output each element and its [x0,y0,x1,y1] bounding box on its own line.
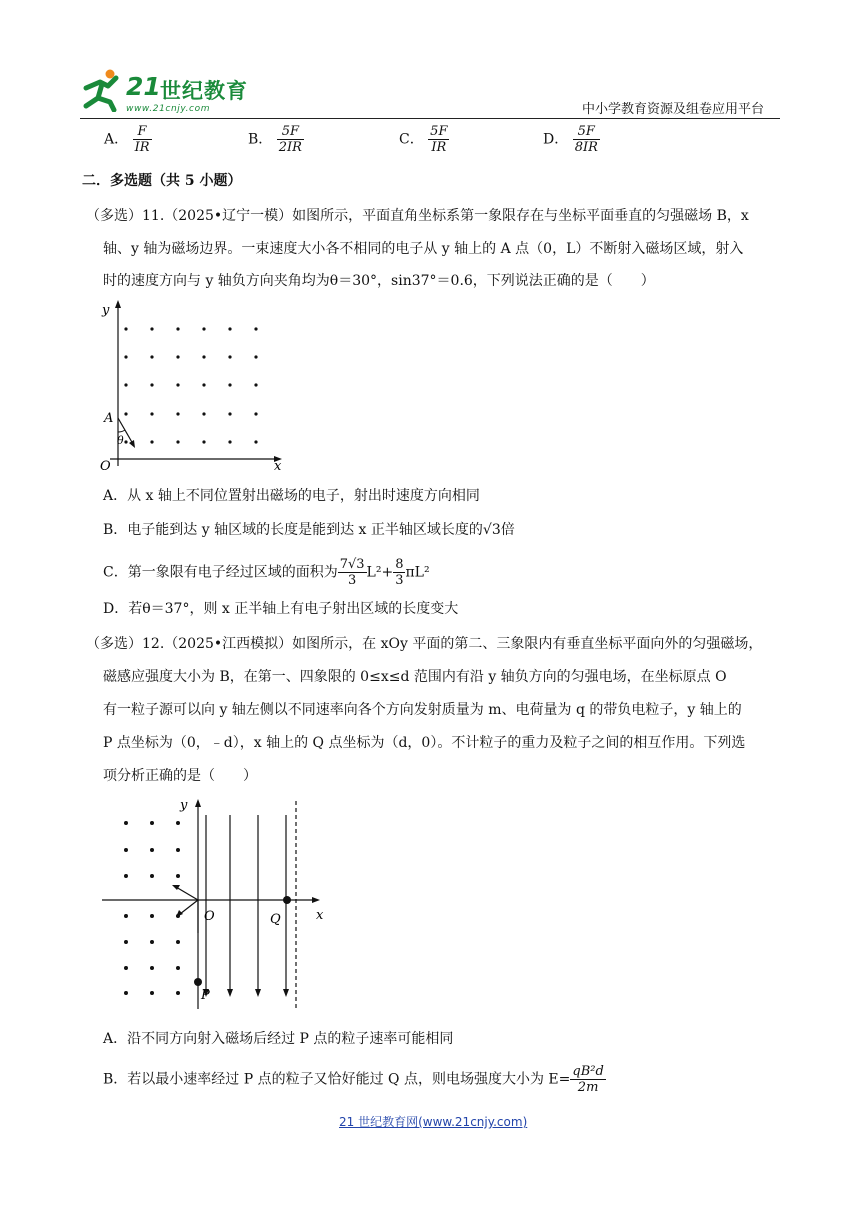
section-title: 二．多选题（共 5 小题） [82,173,242,189]
point-a-label: A [104,411,114,426]
q10-option-b [248,124,304,155]
option-fraction: $\frac{F}{IR}$ [134,124,150,155]
q11-line-3: 时的速度方向与 y 轴负方向夹角均为θ＝30°，sin37°＝0.6，下列说法正确的是（ ） [103,273,655,289]
option-fraction: $\frac{5F}{8IR}$ [574,124,598,155]
q12-line-5: 项分析正确的是（ ） [103,768,257,784]
option-label: B． [248,131,273,148]
q10-option-a [104,124,152,155]
q12-line-1: （多选）12.（2025•江西模拟）如图所示，在 xOy 平面的第二、三象限内有垂直坐标平面向外的匀强磁场， [86,636,763,652]
logo [80,66,255,116]
q11-line-2: 轴、y 轴为磁场边界。一束速度大小各不相同的电子从 y 轴上的 A 点（0，L）不断射入磁场区域，射入 [103,241,744,257]
y-label: y [102,303,110,318]
q12-line-2: 磁感应强度大小为 B，在第一、四象限的 0≤x≤d 范围内有沿 y 轴负方向的匀强电场，在坐标原点 O [103,669,727,685]
velocity-arrowhead [129,440,135,448]
q12-figure [100,795,340,1017]
option-label: C． [399,131,424,148]
y-axis-arrow [115,300,121,308]
x-label: x [316,908,324,923]
q10-option-d [543,124,600,155]
x-axis-arrow [312,897,320,903]
q11-line-1: （多选）11.（2025•辽宁一模）如图所示，平面直角坐标系第一象限存在与坐标平面垂直的匀强磁场 B，x [86,208,749,224]
point-p-label: P [201,988,210,1003]
q11-figure [98,298,294,474]
field-dots [124,327,257,443]
point-q-label: Q [270,912,281,927]
q12-line-4: P 点坐标为（0，﹣d），x 轴上的 Q 点坐标为（d，0）。不计粒子的重力及粒子之间的相互作用。下列选 [103,735,746,751]
point-q [283,896,291,904]
q12-line-3: 有一粒子源可以向 y 轴左侧以不同速率向各个方向发射质量为 m、电荷量为 q 的带负电粒子，y 轴上的 [103,702,742,718]
option-fraction: $\frac{5F}{2IR}$ [278,124,302,155]
option-fraction: $\frac{5F}{IR}$ [430,124,448,155]
x-label: x [274,459,282,474]
origin-label: O [204,909,215,924]
logo-number: 21 [126,72,161,101]
platform-name: 中小学教育资源及组卷应用平台 [582,102,765,117]
footer-link[interactable]: 21 世纪教育网(www.21cnjy.com) [339,1115,528,1129]
fraction-8-over-3: $\frac{8}{3}$ [395,557,404,588]
source-emission-arrows [172,885,198,933]
point-p [194,978,202,986]
runner-icon [80,68,124,112]
sqrt3: √3 [482,522,501,538]
logo-url: www.21cnjy.com [126,104,211,114]
theta-label: θ [117,434,124,447]
theta-arc [118,430,125,432]
q12-option-b: B．若以最小速率经过 P 点的粒子又恰好能过 Q 点，则电场强度大小为 E= $\frac{\text{qB²d}}{2m}$ [103,1064,604,1095]
q12-option-a: A．沿不同方向射入磁场后经过 P 点的粒子速率可能相同 [103,1031,454,1047]
electric-field-lines [206,815,286,991]
option-label: D． [543,131,569,148]
q10-option-c [399,124,449,155]
fraction-7sqrt3-over-3: $\frac{7√3}{3}$ [339,557,365,588]
electric-field-arrowheads [203,989,289,997]
y-label: y [180,798,188,813]
q11-option-d: D．若θ＝37°，则 x 正半轴上有电子射出区域的长度变大 [103,601,459,617]
q11-option-a: A．从 x 轴上不同位置射出磁场的电子，射出时速度方向相同 [103,488,480,504]
header-rule [80,118,780,119]
y-axis-arrow [195,799,201,807]
option-label: A． [104,131,129,148]
field-strength-fraction: $\frac{\text{qB²d}}{2m}$ [572,1064,604,1095]
q11-option-b: B．电子能到达 y 轴区域的长度是能到达 x 正半轴区域长度的√3倍 [103,522,515,538]
magnetic-field-dots [124,821,180,995]
logo-text: 世纪教育 [160,79,248,103]
origin-label: O [100,459,111,474]
q11-option-c: C．第一象限有电子经过区域的面积为 $\frac{7√3}{3}$ L²+ $\frac{8}{3}$ πL² [103,557,430,588]
